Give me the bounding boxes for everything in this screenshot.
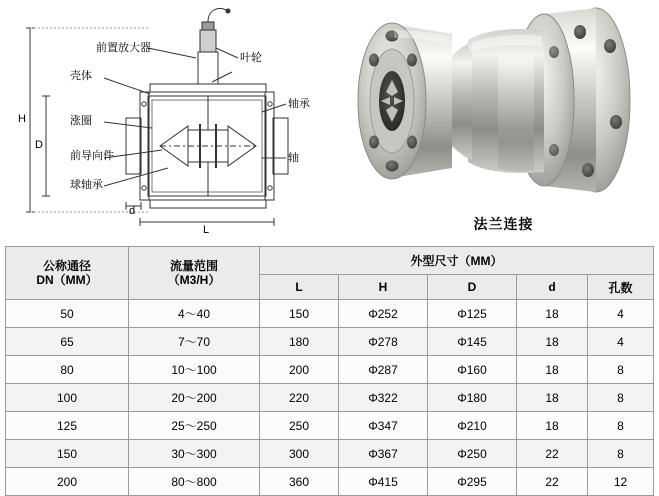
cell-flow: 80～800 (129, 468, 260, 496)
header-nominal-diameter-line2: DN（MM） (36, 273, 98, 287)
cell-D: Φ125 (428, 300, 517, 328)
dimension-d: d (129, 205, 136, 217)
cell-H: Φ278 (339, 328, 428, 356)
label-preamp: 前置放大器 (96, 42, 151, 54)
cell-L: 220 (260, 384, 339, 412)
cell-d: 18 (517, 300, 588, 328)
label-ring: 涨圈 (70, 115, 92, 127)
cell-L: 200 (260, 356, 339, 384)
table-row (6, 356, 654, 384)
header-H: H (339, 275, 428, 300)
cell-flow: 30～300 (129, 440, 260, 468)
flanged-flowmeter-photo (348, 0, 659, 240)
cell-L: 250 (260, 412, 339, 440)
header-d: d (517, 275, 588, 300)
header-flow-range (129, 247, 260, 300)
cell-dn: 125 (6, 412, 129, 440)
cell-holes: 8 (588, 356, 654, 384)
cell-holes: 8 (588, 412, 654, 440)
flowmeter-line-drawing (0, 0, 345, 240)
table-row (6, 384, 654, 412)
photo-svg (348, 0, 659, 215)
dimension-L: L (203, 224, 210, 236)
cell-D: Φ160 (428, 356, 517, 384)
header-L: L (260, 275, 339, 300)
header-nominal-diameter-line1: 公称通径 (42, 259, 91, 273)
cell-dn: 200 (6, 468, 129, 496)
header-outer-dimension: 外型尺寸（MM） (260, 247, 654, 275)
header-flow-range-line1: 流量范围 (169, 259, 218, 273)
cell-d: 22 (517, 440, 588, 468)
cell-dn: 65 (6, 328, 129, 356)
dimension-H: H (18, 113, 26, 125)
label-front-guide: 前导向件 (70, 150, 114, 162)
cell-dn: 100 (6, 384, 129, 412)
cell-L: 360 (260, 468, 339, 496)
cell-dn: 50 (6, 300, 129, 328)
label-ball-bearing: 球轴承 (70, 179, 103, 191)
dimension-D: D (35, 139, 43, 151)
cell-holes: 8 (588, 440, 654, 468)
cell-D: Φ250 (428, 440, 517, 468)
cell-flow: 20～200 (129, 384, 260, 412)
cell-L: 180 (260, 328, 339, 356)
cell-d: 22 (517, 468, 588, 496)
header-nominal-diameter (6, 247, 129, 300)
table-row (6, 440, 654, 468)
label-housing: 壳体 (70, 70, 92, 82)
cell-d: 18 (517, 412, 588, 440)
header-flow-range-line2: （M3/H） (167, 273, 221, 287)
cell-H: Φ287 (339, 356, 428, 384)
cell-H: Φ347 (339, 412, 428, 440)
cell-H: Φ415 (339, 468, 428, 496)
cell-holes: 4 (588, 328, 654, 356)
line-drawing-svg (0, 0, 345, 240)
photo-caption: 法兰连接 (473, 216, 534, 232)
header-holes: 孔数 (588, 275, 654, 300)
cell-flow: 7～70 (129, 328, 260, 356)
cell-holes: 12 (588, 468, 654, 496)
cell-dn: 150 (6, 440, 129, 468)
label-shaft: 轴 (288, 152, 299, 164)
cell-H: Φ322 (339, 384, 428, 412)
label-bearing: 轴承 (288, 98, 310, 110)
table-row (6, 412, 654, 440)
table-row (6, 328, 654, 356)
top-illustration-area (0, 0, 659, 240)
cell-L: 150 (260, 300, 339, 328)
cell-d: 18 (517, 356, 588, 384)
cell-dn: 80 (6, 356, 129, 384)
cell-d: 18 (517, 328, 588, 356)
cell-H: Φ252 (339, 300, 428, 328)
header-D: D (428, 275, 517, 300)
cell-flow: 25～250 (129, 412, 260, 440)
table-header-row-1 (6, 247, 654, 275)
cell-D: Φ145 (428, 328, 517, 356)
cell-flow: 4～40 (129, 300, 260, 328)
cell-D: Φ180 (428, 384, 517, 412)
cell-H: Φ367 (339, 440, 428, 468)
table-row (6, 300, 654, 328)
cell-d: 18 (517, 384, 588, 412)
cell-D: Φ210 (428, 412, 517, 440)
label-impeller: 叶轮 (240, 52, 262, 64)
specification-table-wrap (5, 246, 654, 496)
cell-D: Φ295 (428, 468, 517, 496)
specification-table (5, 246, 654, 496)
cell-L: 300 (260, 440, 339, 468)
cell-flow: 10～100 (129, 356, 260, 384)
table-row (6, 468, 654, 496)
cell-holes: 4 (588, 300, 654, 328)
cell-holes: 8 (588, 384, 654, 412)
